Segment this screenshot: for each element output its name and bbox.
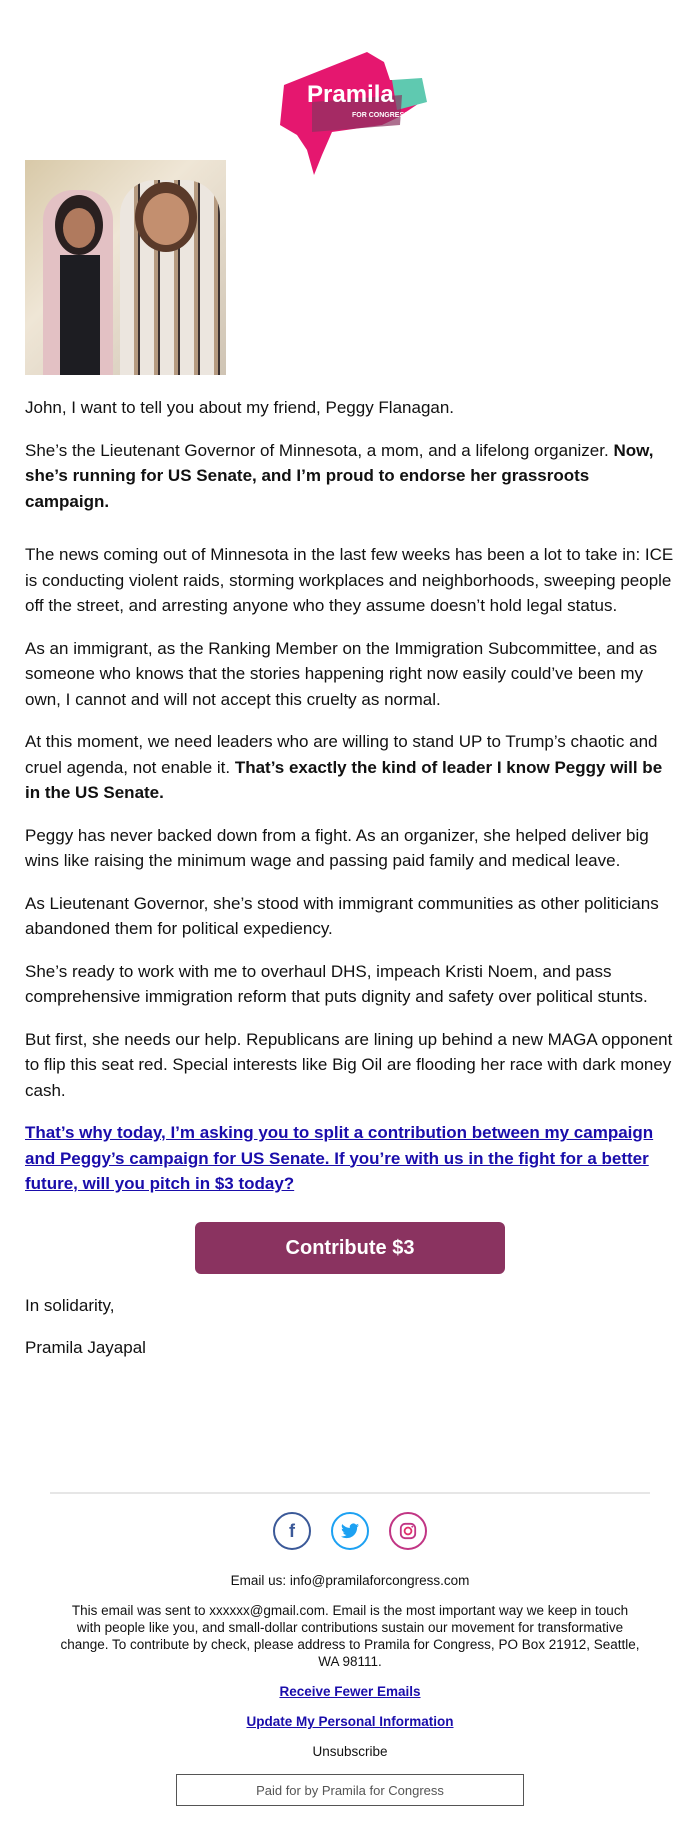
bold-text: That’s exactly the kind of leader I know Peggy will be in the US Senate. xyxy=(25,757,663,802)
instagram-icon[interactable] xyxy=(389,1512,427,1550)
svg-text:Pramila: Pramila xyxy=(307,81,394,108)
paragraph: The news coming out of Minnesota in the last few weeks has been a lot to take in: ICE is conducting violent raids, storming workplaces and neighborhoods, sweeping people off the street, and arresting anyone who they assume doesn’t hold legal status. xyxy=(25,545,674,615)
email-body xyxy=(25,395,675,1274)
greeting: John, I want to tell you about my friend, Peggy Flanagan. xyxy=(25,398,455,417)
bold-text: Now, she’s running for US Senate, and I’m proud to endorse her grassroots campaign. xyxy=(25,440,654,511)
divider xyxy=(50,1492,650,1494)
candidates-photo xyxy=(25,160,226,375)
paragraph xyxy=(25,438,675,515)
contribute-button[interactable]: Contribute $3 xyxy=(195,1222,505,1274)
signer-name: Pramila Jayapal xyxy=(25,1338,146,1357)
text: At this moment, we need leaders who are willing to stand UP to Trump’s chaotic and cruel agenda, not enable it. xyxy=(25,732,658,777)
social-links xyxy=(0,1512,700,1550)
svg-text:FOR CONGRESS: FOR CONGRESS xyxy=(352,112,409,119)
paragraph: Peggy has never backed down from a fight. As an organizer, she helped deliver big wins like raising the minimum wage and passing paid family and medical leave. xyxy=(25,825,649,870)
pramila-logo xyxy=(272,40,432,175)
signature xyxy=(25,1293,146,1377)
paragraph: But first, she needs our help. Republicans are lining up behind a new MAGA opponent to flip this seat red. Special interests like Big Oil are flooding her race with dark money cash. xyxy=(25,1029,673,1100)
footer xyxy=(60,1572,640,1773)
contact-email: Email us: info@pramilaforcongress.com xyxy=(230,1573,470,1588)
paragraph: As an immigrant, as the Ranking Member on the Immigration Subcommittee, and as someone who knows that the stories happening right now easily could’ve been my own, I cannot and will not accept this cruelty as normal. xyxy=(25,638,658,709)
disclaimer: This email was sent to xxxxxx@gmail.com. Email is the most important way we keep in touch with people like you, and small-dollar contributions sustain our movement for transformative change. To contribute by check, please address to Pramila for Congress, PO Box 21912, Seattle, WA 98111. xyxy=(60,1603,640,1669)
facebook-icon[interactable]: f xyxy=(273,1512,311,1550)
paragraph xyxy=(25,729,675,806)
receive-fewer-emails-link[interactable]: Receive Fewer Emails xyxy=(279,1684,421,1699)
text: She’s the Lieutenant Governor of Minnesota, a mom, and a lifelong organizer. xyxy=(25,440,614,460)
unsubscribe-link[interactable]: Unsubscribe xyxy=(312,1744,388,1759)
twitter-icon[interactable] xyxy=(331,1512,369,1550)
paragraph: As Lieutenant Governor, she’s stood with immigrant communities as other politicians abandoned them for political expediency. xyxy=(25,893,659,938)
paid-for-by-box: Paid for by Pramila for Congress xyxy=(176,1774,524,1806)
donate-link[interactable]: That’s why today, I’m asking you to split a contribution between my campaign and Peggy’s campaign for US Senate. If you’re with us in the fight for a better future, will you pitch in $3 today? xyxy=(25,1123,654,1193)
closing: In solidarity, xyxy=(25,1296,115,1315)
update-info-link[interactable]: Update My Personal Information xyxy=(246,1714,454,1729)
paragraph: She’s ready to work with me to overhaul DHS, impeach Kristi Noem, and pass comprehensive immigration reform that puts dignity and safety over political stunts. xyxy=(25,961,648,1006)
